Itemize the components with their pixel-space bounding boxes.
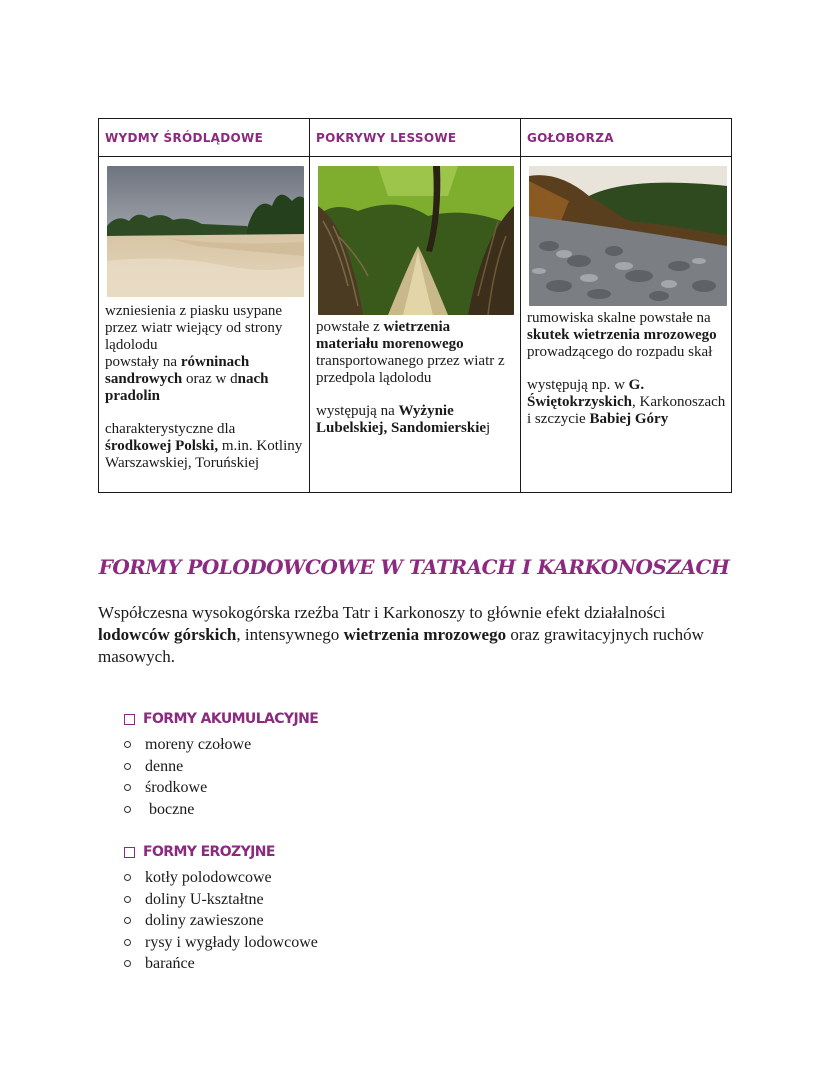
header-cell-loess: [310, 119, 521, 157]
list-item: [124, 953, 318, 975]
accumulation-forms-list: [124, 734, 251, 820]
cell-text-boulders: [527, 310, 727, 428]
list-item-label: barańce: [145, 955, 195, 972]
list-heading-erosion: [124, 844, 275, 860]
sand-dune-photo: [107, 166, 304, 297]
text-run: oraz w d: [182, 371, 238, 387]
list-item-label: doliny zawieszone: [145, 912, 264, 929]
bold-text: nach pradolin: [105, 371, 269, 404]
text-run: występują na: [316, 403, 399, 419]
circle-bullet-icon: [124, 939, 131, 946]
bold-text: środkowej Polski,: [105, 438, 219, 454]
bold-text: wietrzenia mrozowego: [343, 625, 507, 644]
bold-text: G. Świętokrzyskich: [527, 377, 645, 410]
text-run: transportowanego przez wiatr z przedpola lądolodu: [316, 353, 505, 386]
cell-text-loess: [316, 319, 516, 437]
list-item: [124, 867, 318, 889]
list-item: [124, 799, 251, 821]
intro-paragraph: [98, 602, 738, 668]
body-cell-loess: [310, 157, 521, 492]
list-item: [124, 932, 318, 954]
text-run: prowadzącego do rozpadu skał: [527, 344, 713, 360]
text-run: powstały na: [105, 354, 181, 370]
text-run: , intensywnego: [236, 625, 344, 644]
landforms-table: [98, 118, 732, 493]
list-item-label: kotły polodowcowe: [145, 869, 272, 886]
text-run: Współczesna wysokogórska rzeźba Tatr i Karkonoszy to głównie efekt działalności: [98, 603, 666, 622]
bold-text: skutek wietrzenia mrozowego: [527, 327, 717, 343]
text-run: występują np. w: [527, 377, 629, 393]
bold-text: Babiej Góry: [589, 411, 669, 427]
column-header: WYDMY ŚRÓDLĄDOWE: [105, 130, 264, 145]
list-heading-label: FORMY AKUMULACYJNE: [143, 711, 319, 727]
list-item-label: rysy i wygłady lodowcowe: [145, 933, 318, 951]
list-item-label: boczne: [145, 800, 195, 818]
boulder-field-photo: [529, 166, 727, 306]
erosion-forms-list: [124, 867, 318, 975]
body-cell-dunes: [99, 157, 310, 492]
circle-bullet-icon: [124, 917, 131, 924]
bold-text: lodowców górskich: [98, 625, 237, 644]
text-run: , Karkonoszach i szczycie: [527, 394, 726, 427]
list-item: [124, 910, 318, 932]
circle-bullet-icon: [124, 741, 131, 748]
cell-paragraph: [105, 303, 305, 354]
cell-paragraph: [316, 319, 516, 387]
paragraph-gap: [527, 361, 727, 377]
circle-bullet-icon: [124, 896, 131, 903]
bold-text: wietrzenia materiału morenowego: [316, 319, 464, 352]
header-cell-boulders: [521, 119, 731, 157]
bold-text: Wyżynie Lubelskiej, Sandomierskie: [316, 403, 487, 436]
text-run: m.in. Kotliny Warszawskiej, Toruńskiej: [105, 438, 303, 471]
list-item-label: denne: [145, 757, 184, 775]
list-item-label: moreny czołowe: [145, 736, 252, 753]
text-run: wzniesienia z piasku usypane przez wiatr wiejący od strony lądolodu: [105, 303, 283, 353]
cell-text-dunes: [105, 303, 305, 472]
cell-paragraph: [527, 377, 727, 428]
cell-paragraph: [527, 310, 727, 361]
section-title: FORMY POLODOWCOWE W TATRACH I KARKONOSZACH: [98, 555, 730, 579]
circle-bullet-icon: [124, 960, 131, 967]
circle-bullet-icon: [124, 763, 131, 770]
circle-bullet-icon: [124, 784, 131, 791]
list-item-label: środkowe: [145, 779, 208, 796]
list-item: [124, 777, 251, 799]
list-item: [124, 734, 251, 756]
list-heading-accumulation: [124, 711, 318, 727]
cell-paragraph: [105, 354, 305, 405]
text-run: j: [486, 420, 491, 436]
loess-gorge-photo: [318, 166, 514, 315]
text-run: rumowiska skalne powstałe na: [527, 310, 711, 326]
list-heading-label: FORMY EROZYJNE: [143, 844, 275, 860]
list-item: [124, 889, 318, 911]
text-run: oraz grawitacyjnych ruchów masowych.: [98, 625, 704, 666]
circle-bullet-icon: [124, 806, 131, 813]
list-item: [124, 756, 251, 778]
header-cell-dunes: [99, 119, 310, 157]
body-cell-boulders: [521, 157, 731, 492]
paragraph-gap: [105, 405, 305, 421]
checkbox-icon: [124, 847, 135, 858]
checkbox-icon: [124, 714, 135, 725]
cell-paragraph: [316, 403, 516, 437]
circle-bullet-icon: [124, 874, 131, 881]
cell-paragraph: [105, 421, 305, 472]
text-run: charakterystyczne dla: [105, 421, 236, 437]
column-header: GOŁOBORZA: [527, 130, 614, 145]
bold-text: równinach sandrowych: [105, 354, 250, 387]
text-run: powstałe z: [316, 319, 384, 335]
paragraph-gap: [316, 387, 516, 403]
list-item-label: doliny U-kształtne: [145, 890, 264, 908]
column-header: POKRYWY LESSOWE: [316, 130, 457, 145]
